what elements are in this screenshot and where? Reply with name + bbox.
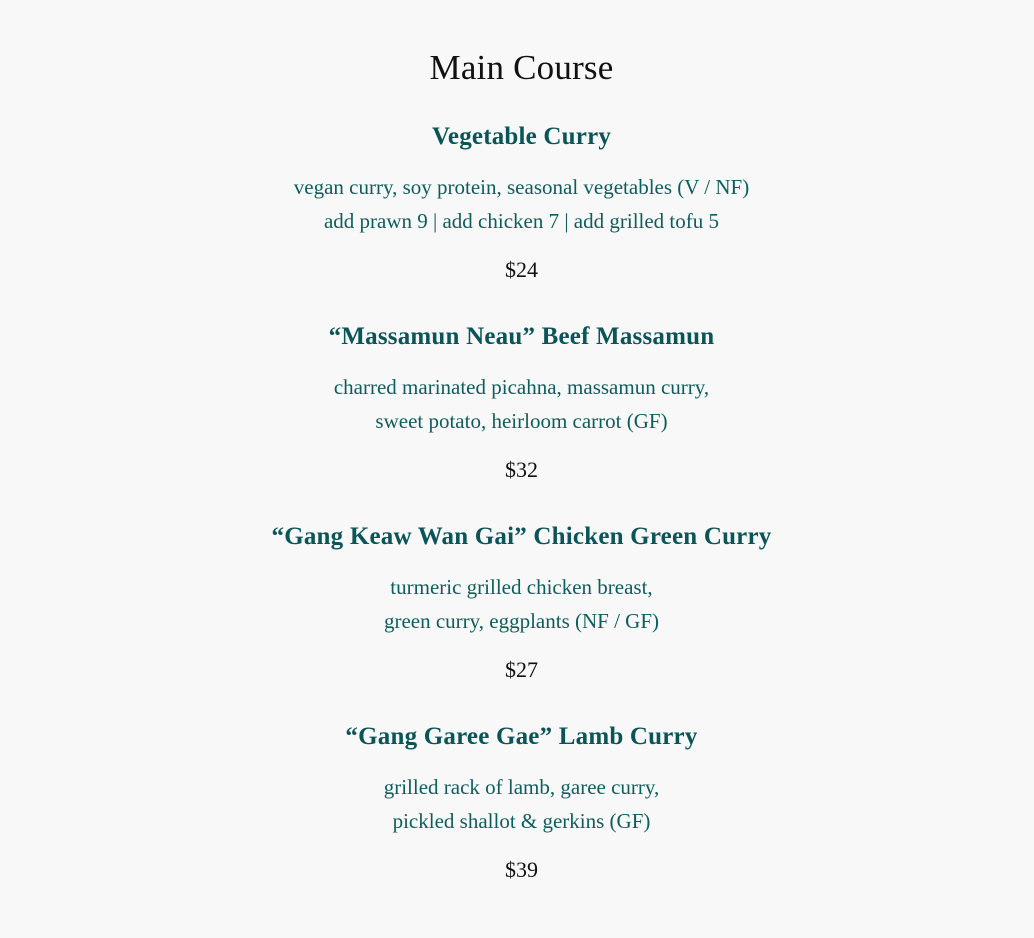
item-price: $24	[505, 257, 538, 282]
item-description-line: turmeric grilled chicken breast,	[390, 575, 653, 599]
item-description-line: vegan curry, soy protein, seasonal vegetables (V / NF)	[293, 175, 750, 199]
item-description-line: pickled shallot & gerkins (GF)	[392, 809, 651, 833]
item-name: “Gang Keaw Wan Gai” Chicken Green Curry	[271, 523, 772, 550]
item-name: “Massamun Neau” Beef Massamun	[328, 323, 715, 350]
item-description	[9, 370, 1034, 438]
item-description-line: grilled rack of lamb, garee curry,	[383, 775, 660, 799]
item-price: $39	[505, 857, 538, 882]
item-description-line: sweet potato, heirloom carrot (GF)	[375, 409, 668, 433]
menu-item-vegetable-curry	[0, 121, 1034, 321]
menu-items	[0, 121, 1034, 921]
item-price: $27	[505, 657, 538, 682]
menu-item-lamb-curry	[0, 721, 1034, 921]
section-title: Main Course	[429, 48, 614, 87]
item-name: “Gang Garee Gae” Lamb Curry	[345, 723, 698, 750]
item-description-line: charred marinated picahna, massamun curry,	[333, 375, 710, 399]
item-description	[9, 170, 1034, 238]
item-description	[9, 770, 1034, 838]
item-name: Vegetable Curry	[431, 123, 612, 150]
menu-item-chicken-green-curry	[0, 521, 1034, 721]
item-price: $32	[505, 457, 538, 482]
item-description-line: green curry, eggplants (NF / GF)	[383, 609, 660, 633]
item-description	[9, 570, 1034, 638]
menu-item-beef-massamun	[0, 321, 1034, 521]
item-description-line: add prawn 9 | add chicken 7 | add grilled tofu 5	[323, 209, 720, 233]
